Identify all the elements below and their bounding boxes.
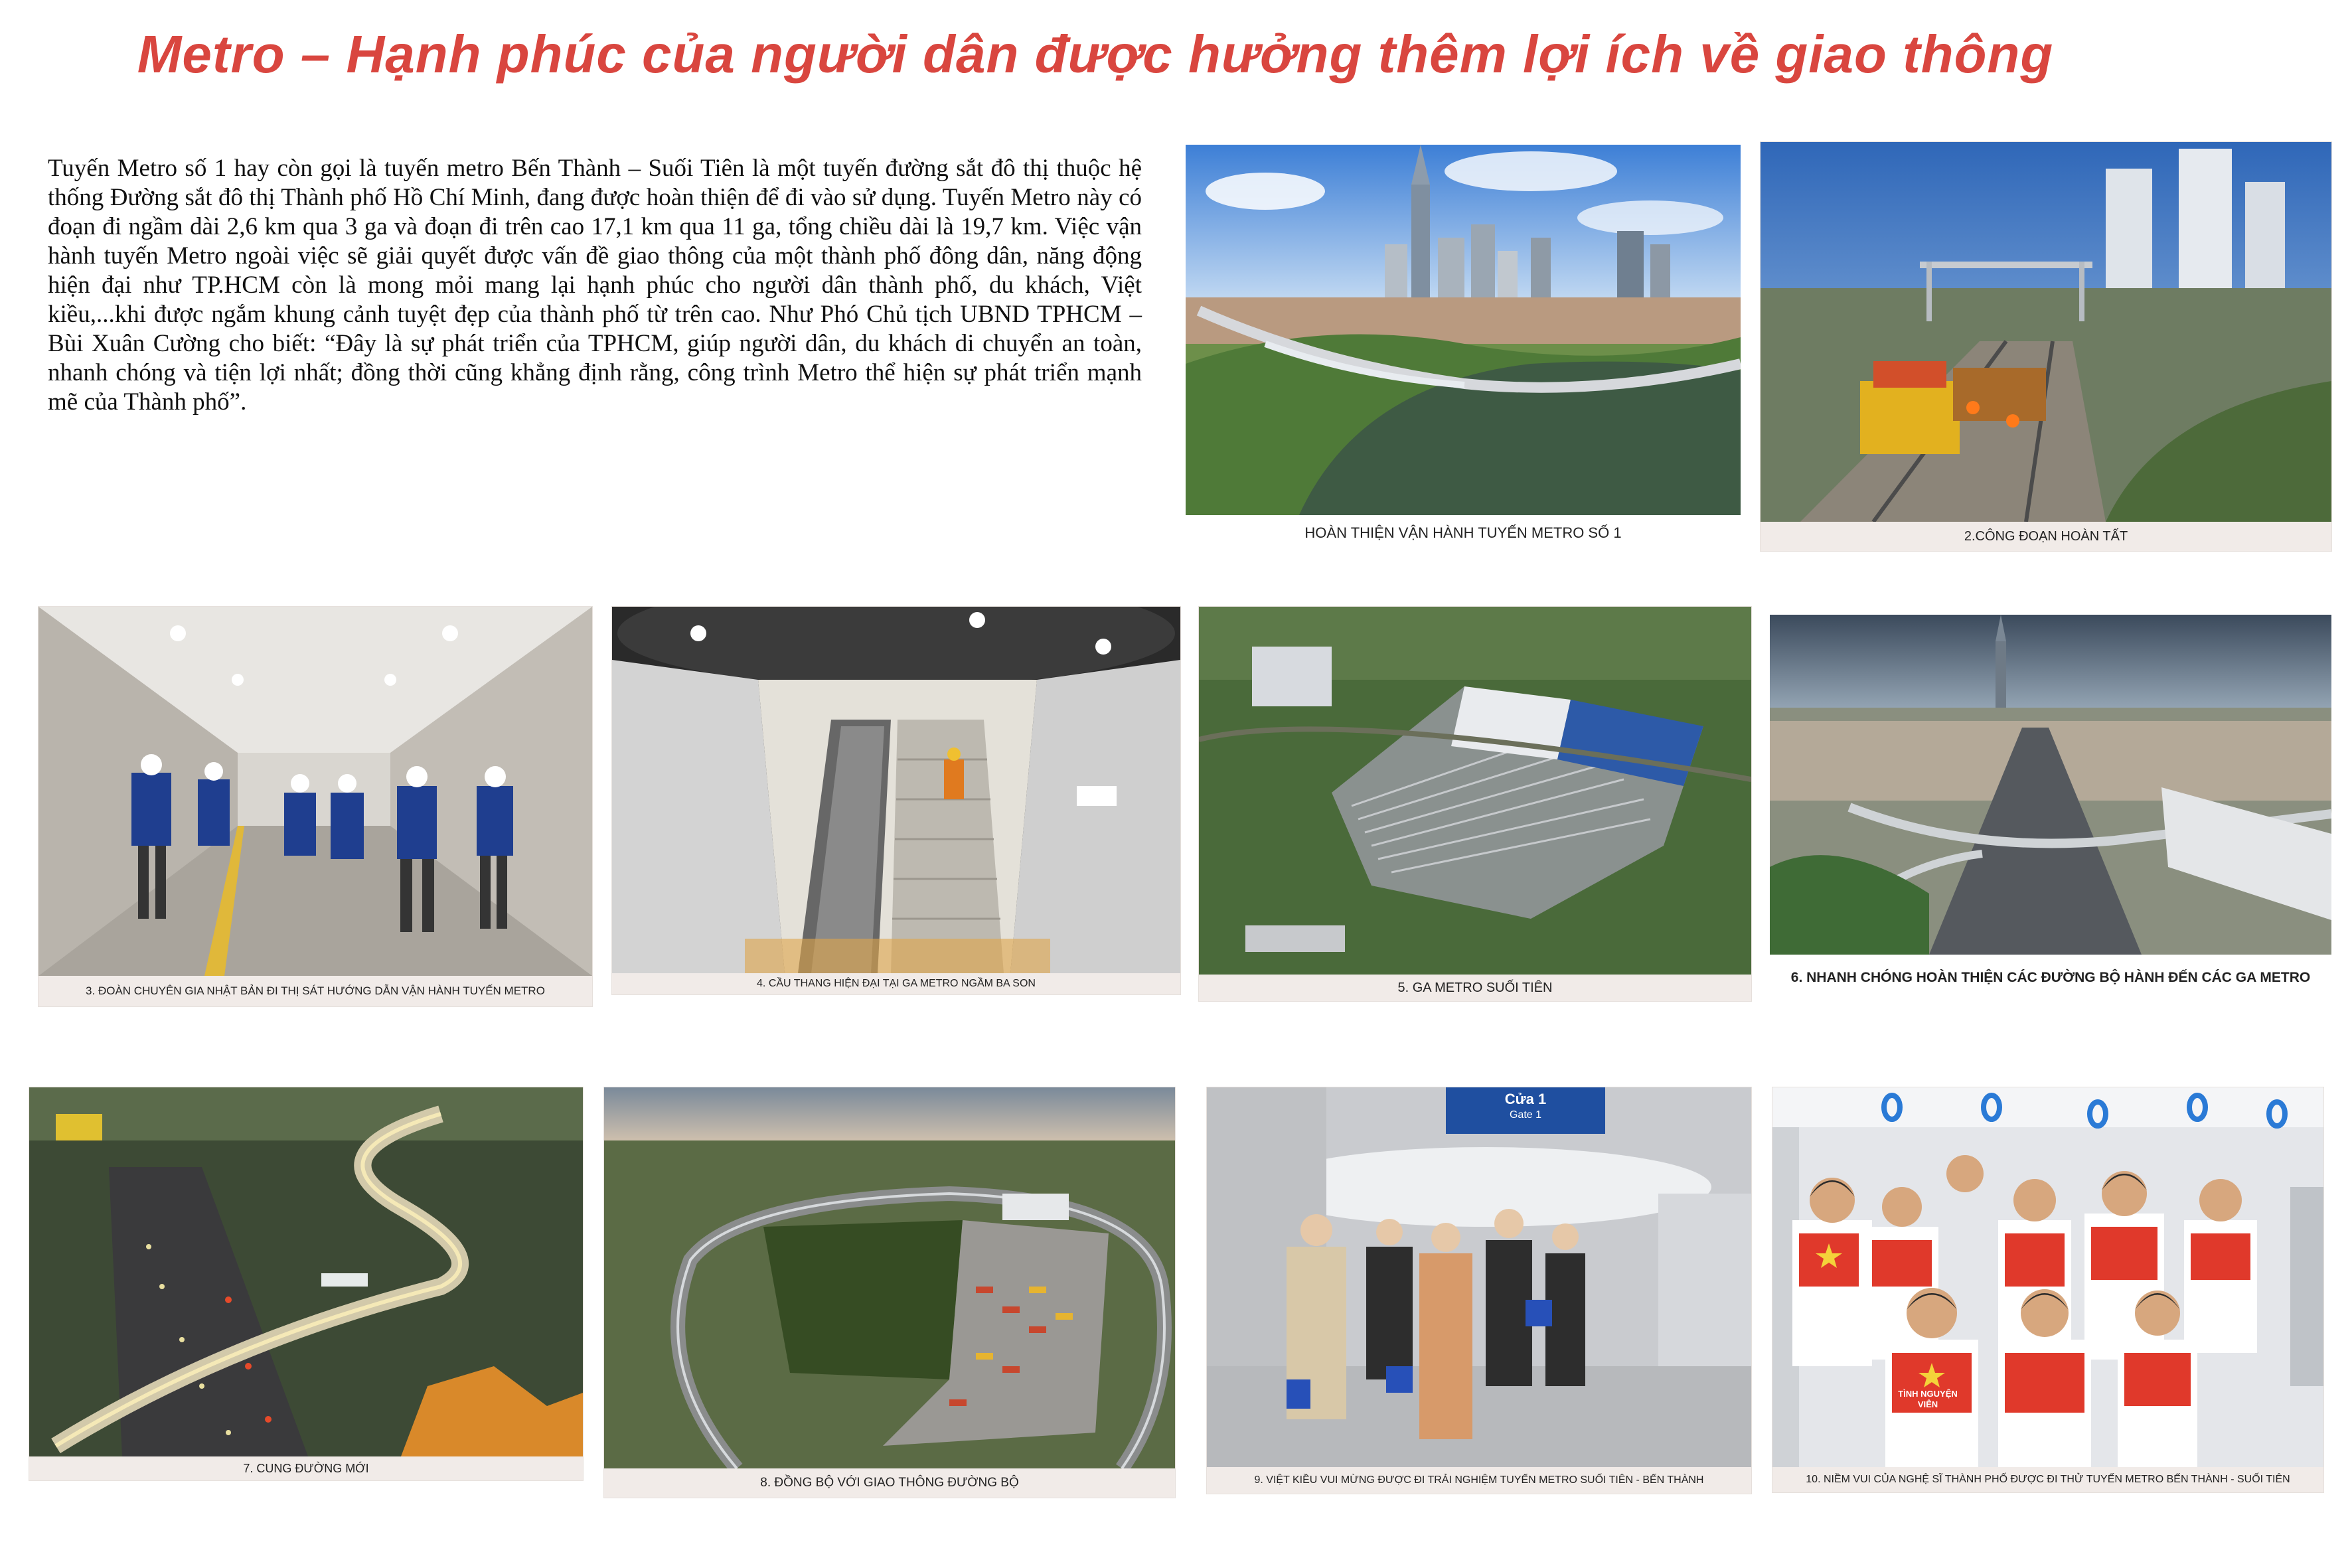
photo-station-gate bbox=[1207, 1087, 1751, 1467]
photo-bus-station bbox=[604, 1087, 1175, 1468]
photo-caption-1: HOÀN THIỆN VẬN HÀNH TUYẾN METRO SỐ 1 bbox=[1186, 515, 1741, 551]
photo-aerial-city-train bbox=[1186, 145, 1741, 515]
photo-underground-corridor bbox=[39, 607, 592, 976]
photo-track-maintenance bbox=[1761, 142, 2331, 522]
photo-card-4 bbox=[612, 607, 1180, 994]
photo-caption-10: 10. NIỀM VUI CỦA NGHỆ SĨ THÀNH PHỐ ĐƯỢC ĐI THỬ TUYẾN METRO BẾN THÀNH - SUỐI TIÊN bbox=[1772, 1467, 2323, 1492]
photo-caption-7: 7. CUNG ĐƯỜNG MỚI bbox=[29, 1456, 583, 1480]
photo-caption-5: 5. GA METRO SUỐI TIÊN bbox=[1199, 975, 1751, 1001]
page-title: Metro – Hạnh phúc của người dân được hưởng thêm lợi ích về giao thông bbox=[137, 25, 2054, 84]
photo-card-5 bbox=[1199, 607, 1751, 1001]
photo-card-2 bbox=[1761, 142, 2331, 551]
photo-escalator bbox=[612, 607, 1180, 973]
photo-curved-viaduct bbox=[29, 1087, 583, 1456]
photo-caption-8: 8. ĐỒNG BỘ VỚI GIAO THÔNG ĐƯỜNG BỘ bbox=[604, 1468, 1175, 1498]
photo-card-7 bbox=[29, 1087, 583, 1480]
shirt-text: TÌNH NGUYỆN VIÊN bbox=[1898, 1389, 1958, 1409]
photo-caption-3: 3. ĐOÀN CHUYÊN GIA NHẬT BẢN ĐI THỊ SÁT HƯỚNG DẪN VẬN HÀNH TUYẾN METRO bbox=[39, 976, 592, 1006]
intro-paragraph: Tuyến Metro số 1 hay còn gọi là tuyến metro Bến Thành – Suối Tiên là một tuyến đường sắt đô thị thuộc hệ thống Đường sắt đô thị Thành phố Hồ Chí Minh, đang được hoàn thiện để đi vào sử dụng. Tuyến Metro này có đoạn đi ngầm dài 2,6 km qua 3 ga và đoạn đi trên cao 17,1 km qua 11 ga, tổng chiều dài là 19,7 km. Việc vận hành tuyến Metro ngoài việc sẽ giải quyết được vấn đề giao thông của một thành phố đông dân, năng động hiện đại như TP.HCM còn là mong mỏi mang lại hạnh phúc cho người dân thành phố, du khách, Việt kiều,...khi được ngắm khung cảnh tuyệt đẹp của thành phố từ trên cao. Như Phó Chủ tịch UBND TPHCM – Bùi Xuân Cường cho biết: “Đây là sự phát triển của TPHCM, giúp người dân, du khách di chuyển an toàn, nhanh chóng và tiện lợi nhất; đồng thời cũng khẳng định rằng, công trình Metro thể hiện sự phát triển mạnh mẽ của Thành phố”. bbox=[48, 155, 1142, 416]
photo-caption-2: 2.CÔNG ĐOẠN HOÀN TẤT bbox=[1761, 522, 2331, 551]
photo-train-interior-group bbox=[1772, 1087, 2323, 1467]
photo-card-3 bbox=[39, 607, 592, 1006]
gate-sign-sub: Gate 1 bbox=[1509, 1109, 1542, 1121]
photo-card-10 bbox=[1772, 1087, 2323, 1492]
gate-sign-main: Cửa 1 bbox=[1504, 1091, 1547, 1107]
photo-depot-aerial bbox=[1199, 607, 1751, 975]
photo-card-9 bbox=[1207, 1087, 1751, 1494]
photo-pedestrian-bridge bbox=[1770, 615, 2331, 955]
photo-caption-9: 9. VIỆT KIỀU VUI MỪNG ĐƯỢC ĐI TRẢI NGHIỆM TUYẾN METRO SUỐI TIÊN - BẾN THÀNH bbox=[1207, 1467, 1751, 1494]
photo-card-1 bbox=[1186, 145, 1741, 551]
photo-caption-6: 6. NHANH CHÓNG HOÀN THIỆN CÁC ĐƯỜNG BỘ HÀNH ĐẾN CÁC GA METRO bbox=[1770, 955, 2331, 1001]
photo-card-8 bbox=[604, 1087, 1175, 1498]
photo-caption-4: 4. CẦU THANG HIỆN ĐẠI TẠI GA METRO NGẦM BA SON bbox=[612, 973, 1180, 994]
gate-sign bbox=[1446, 1090, 1605, 1122]
photo-card-6 bbox=[1770, 615, 2331, 1001]
